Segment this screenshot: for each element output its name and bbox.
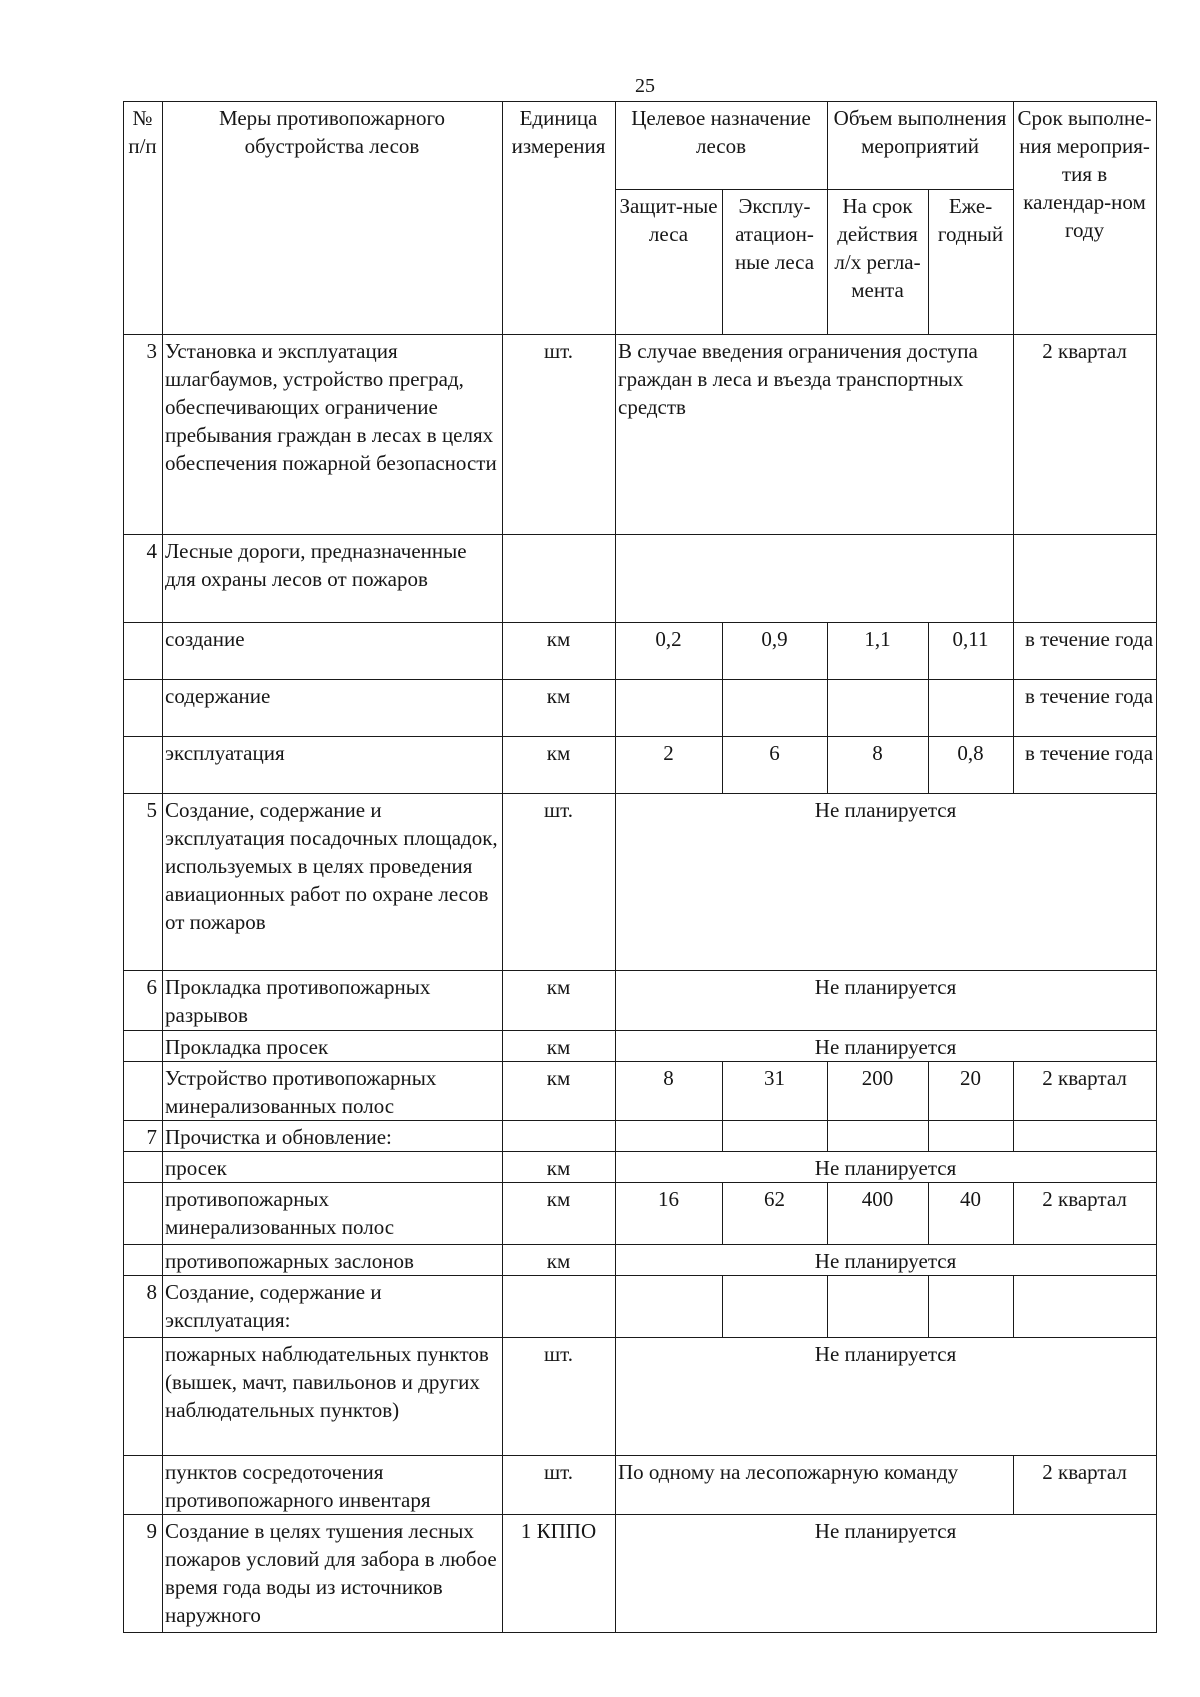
row-num: 6	[124, 971, 163, 1031]
measure-name: эксплуатация	[163, 737, 503, 794]
unit-cell: км	[503, 971, 616, 1031]
annual-value: 0,11	[929, 623, 1014, 680]
measure-name: пожарных наблюдательных пунктов (вышек, мачт, павильонов и других наблюдательных пунктов)	[163, 1338, 503, 1456]
period-value: 1,1	[828, 623, 929, 680]
row-num	[124, 1062, 163, 1121]
deadline-cell	[1014, 1121, 1157, 1152]
annual-value	[929, 680, 1014, 737]
status-cell: Не планируется	[616, 1338, 1157, 1456]
unit-cell: км	[503, 1183, 616, 1245]
measure-name: Установка и эксплуатация шлагбаумов, устройство преград, обеспечивающих ограничение пребывания граждан в лесах в целях обеспечения пожарной безопасности	[163, 335, 503, 535]
measure-name: пунктов сосредоточения противопожарного инвентаря	[163, 1456, 503, 1515]
annual-value: 40	[929, 1183, 1014, 1245]
row-num: 7	[124, 1121, 163, 1152]
header-purpose: Целевое назначение лесов	[616, 102, 828, 190]
header-deadline: Срок выполне-ния мероприя-тия в календар-ном году	[1014, 102, 1157, 335]
row-num	[124, 1183, 163, 1245]
header-unit: Единица измерения	[503, 102, 616, 335]
table-row	[124, 335, 1157, 535]
table-row	[124, 623, 1157, 680]
annual-value	[929, 1121, 1014, 1152]
deadline-cell: в течение года	[1014, 737, 1157, 794]
row-num	[124, 1152, 163, 1183]
status-cell: Не планируется	[616, 1031, 1157, 1062]
measure-name: противопожарных заслонов	[163, 1245, 503, 1276]
annual-value	[929, 1276, 1014, 1338]
table-row	[124, 1456, 1157, 1515]
exploit-value	[723, 1121, 828, 1152]
unit-cell: шт.	[503, 1338, 616, 1456]
deadline-cell: 2 квартал	[1014, 1183, 1157, 1245]
header-num: № п/п	[124, 102, 163, 335]
status-cell: Не планируется	[616, 1245, 1157, 1276]
header-row-1	[124, 102, 1157, 190]
fire-measures-table	[123, 101, 1157, 1633]
period-value	[828, 680, 929, 737]
table-row	[124, 794, 1157, 971]
exploit-value: 31	[723, 1062, 828, 1121]
table-row	[124, 1338, 1157, 1456]
row-num: 3	[124, 335, 163, 535]
unit-cell: км	[503, 1152, 616, 1183]
deadline-cell	[1014, 535, 1157, 623]
measure-name: Прочистка и обновление:	[163, 1121, 503, 1152]
annual-value: 20	[929, 1062, 1014, 1121]
period-value	[828, 1276, 929, 1338]
table-row	[124, 680, 1157, 737]
header-term-period: На срок действия л/х регла-мента	[828, 190, 929, 335]
table-row	[124, 1152, 1157, 1183]
unit-cell: шт.	[503, 794, 616, 971]
unit-cell: шт.	[503, 1456, 616, 1515]
unit-cell: км	[503, 1031, 616, 1062]
header-measures: Меры противопожарного обустройства лесов	[163, 102, 503, 335]
protective-value: 0,2	[616, 623, 723, 680]
deadline-cell: 2 квартал	[1014, 335, 1157, 535]
row-num	[124, 680, 163, 737]
measure-name: противопожарных минерализованных полос	[163, 1183, 503, 1245]
protective-value	[616, 1276, 723, 1338]
empty-cell	[616, 535, 1014, 623]
measure-name: Прокладка противопожарных разрывов	[163, 971, 503, 1031]
unit-cell: 1 КППО	[503, 1515, 616, 1633]
status-cell: Не планируется	[616, 1152, 1157, 1183]
header-exploit: Эксплу-атацион-ные леса	[723, 190, 828, 335]
row-num	[124, 1031, 163, 1062]
unit-cell: км	[503, 1062, 616, 1121]
measure-name: просек	[163, 1152, 503, 1183]
table-row	[124, 535, 1157, 623]
table-row	[124, 1183, 1157, 1245]
header-protective: Защит-ные леса	[616, 190, 723, 335]
header-annual: Еже-годный	[929, 190, 1014, 335]
unit-cell: км	[503, 680, 616, 737]
page-number: 25	[635, 75, 655, 97]
table-row	[124, 1276, 1157, 1338]
measure-name: Создание, содержание и эксплуатация:	[163, 1276, 503, 1338]
row-num	[124, 1456, 163, 1515]
protective-value: 8	[616, 1062, 723, 1121]
table-row	[124, 1031, 1157, 1062]
measure-name: Лесные дороги, предназначенные для охраны лесов от пожаров	[163, 535, 503, 623]
table-row	[124, 971, 1157, 1031]
exploit-value: 62	[723, 1183, 828, 1245]
table-row	[124, 737, 1157, 794]
protective-value	[616, 680, 723, 737]
measure-name: Прокладка просек	[163, 1031, 503, 1062]
deadline-cell: 2 квартал	[1014, 1456, 1157, 1515]
row-num: 4	[124, 535, 163, 623]
header-volume: Объем выполнения мероприятий	[828, 102, 1014, 190]
row-num	[124, 737, 163, 794]
row-num	[124, 1338, 163, 1456]
period-value	[828, 1121, 929, 1152]
protective-value: 16	[616, 1183, 723, 1245]
measure-name: создание	[163, 623, 503, 680]
unit-cell	[503, 1121, 616, 1152]
exploit-value	[723, 1276, 828, 1338]
table-row	[124, 1245, 1157, 1276]
measure-name: Создание в целях тушения лесных пожаров условий для забора в любое время года воды из источников наружного	[163, 1515, 503, 1633]
period-value: 8	[828, 737, 929, 794]
exploit-value	[723, 680, 828, 737]
period-value: 400	[828, 1183, 929, 1245]
measure-name: содержание	[163, 680, 503, 737]
period-value: 200	[828, 1062, 929, 1121]
deadline-cell	[1014, 1276, 1157, 1338]
table-row	[124, 1515, 1157, 1633]
row-num	[124, 1245, 163, 1276]
status-cell: Не планируется	[616, 794, 1157, 971]
table-row	[124, 1062, 1157, 1121]
measure-name: Создание, содержание и эксплуатация посадочных площадок, используемых в целях проведения авиационных работ по охране лесов от пожаров	[163, 794, 503, 971]
unit-cell: шт.	[503, 335, 616, 535]
deadline-cell: 2 квартал	[1014, 1062, 1157, 1121]
unit-cell: км	[503, 737, 616, 794]
protective-value: 2	[616, 737, 723, 794]
status-cell: Не планируется	[616, 1515, 1157, 1633]
exploit-value: 0,9	[723, 623, 828, 680]
measure-name: Устройство противопожарных минерализованных полос	[163, 1062, 503, 1121]
row-num	[124, 623, 163, 680]
unit-cell: км	[503, 623, 616, 680]
status-cell: Не планируется	[616, 971, 1157, 1031]
unit-cell	[503, 535, 616, 623]
exploit-value: 6	[723, 737, 828, 794]
note-cell: В случае введения ограничения доступа граждан в леса и въезда транспортных средств	[616, 335, 1014, 535]
protective-value	[616, 1121, 723, 1152]
note-cell: По одному на лесопожарную команду	[616, 1456, 1014, 1515]
table-row	[124, 1121, 1157, 1152]
deadline-cell: в течение года	[1014, 623, 1157, 680]
row-num: 5	[124, 794, 163, 971]
annual-value: 0,8	[929, 737, 1014, 794]
row-num: 8	[124, 1276, 163, 1338]
deadline-cell: в течение года	[1014, 680, 1157, 737]
unit-cell	[503, 1276, 616, 1338]
row-num: 9	[124, 1515, 163, 1633]
unit-cell: км	[503, 1245, 616, 1276]
